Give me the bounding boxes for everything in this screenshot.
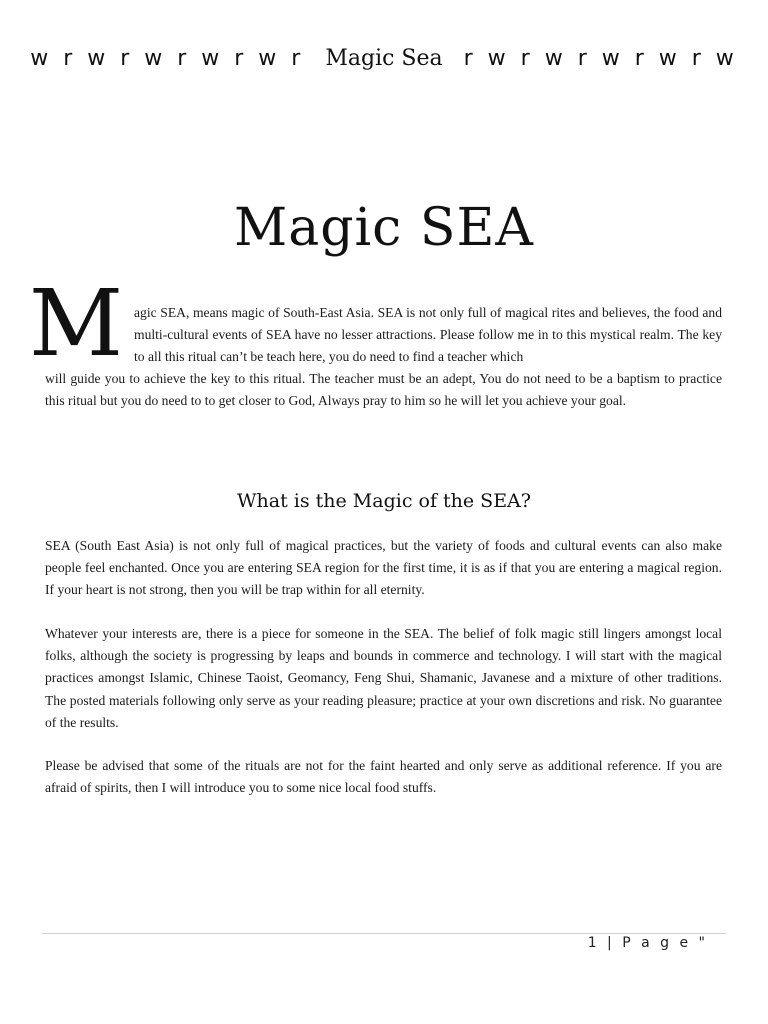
header-title: Magic Sea [325, 46, 443, 71]
header-left-pattern: w r w r w r w r w r [30, 46, 305, 71]
footer-divider [42, 933, 726, 934]
intro-paragraph-top: agic SEA, means magic of South-East Asia. SEA is not only full of magical rites and believes, the food and multi-cultural events of SEA have no lesser attractions. Please follow me in to this mystical realm. The key to all this ritual can’t be teach here, you do need to find a teacher which [134, 305, 722, 365]
body-paragraph: SEA (South East Asia) is not only full of magical practices, but the variety of foods and cultural events can also make people feel enchanted. Once you are entering SEA region for the first time, it is as if that you are entering a magical region. If your heart is not strong, then you will be trap within for all eternity. [45, 538, 722, 598]
body-paragraph: Whatever your interests are, there is a piece for someone in the SEA. The belief of folk magic still lingers amongst local folks, although the society is progressing by leaps and bounds in commerce and technology. I will start with the magical practices amongst Islamic, Chinese Taoist, Geomancy, Feng Shui, Shamanic, Javanese and a mixture of other traditions. The posted materials following only serve as your reading pleasure; practice at your own discretions and risk. No guarantee of the results. [45, 626, 722, 730]
header-right-pattern: r w r w r w r w r w [463, 46, 738, 71]
page-header [0, 46, 768, 71]
drop-cap: M [28, 270, 124, 377]
intro-paragraph-rest: will guide you to achieve the key to this ritual. The teacher must be an adept, You do not need to be a baptism to practice this ritual but you do need to to get closer to God, Always pray to him so he will let you achieve your goal. [45, 371, 722, 409]
page-title: Magic SEA [234, 198, 534, 258]
body-paragraph: Please be advised that some of the rituals are not for the faint hearted and only serve as additional reference. If you are afraid of spirits, then I will introduce you to some nice local food stuffs. [45, 758, 722, 796]
section-heading: What is the Magic of the SEA? [237, 490, 531, 512]
page-number: 1 | P a g e " [587, 935, 708, 951]
